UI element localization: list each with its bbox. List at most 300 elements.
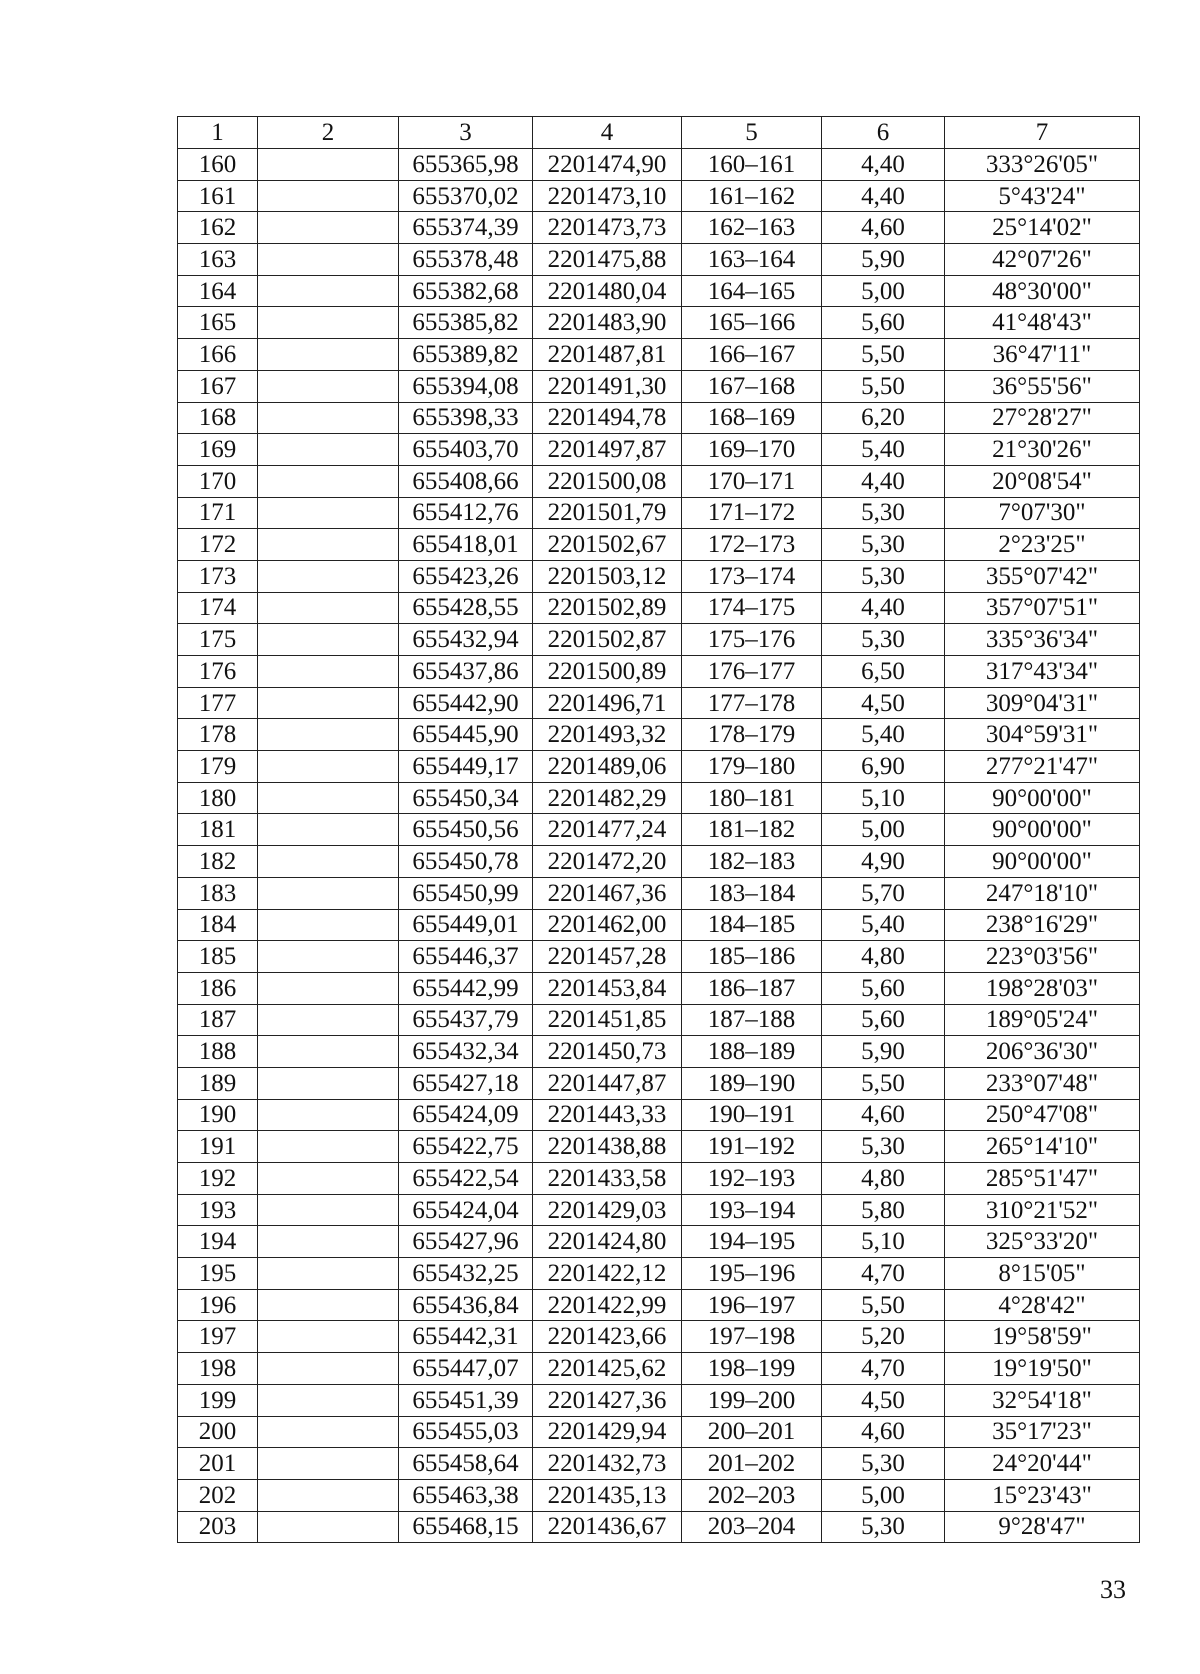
bearing-cell: 36°55'56" [945, 370, 1140, 402]
y-coordinate-cell: 2201427,36 [533, 1384, 682, 1416]
blank-cell-cell [258, 1131, 399, 1163]
table-row [178, 1194, 1140, 1226]
y-coordinate-cell: 2201435,13 [533, 1479, 682, 1511]
segment-cell: 186–187 [682, 972, 822, 1004]
length-cell: 5,30 [822, 1131, 945, 1163]
point-number-cell: 183 [178, 877, 258, 909]
y-coordinate-cell: 2201438,88 [533, 1131, 682, 1163]
table-row [178, 1131, 1140, 1163]
blank-cell-cell [258, 560, 399, 592]
table-row [178, 846, 1140, 878]
table-row [178, 434, 1140, 466]
x-coordinate-cell: 655403,70 [399, 434, 533, 466]
length-cell: 5,00 [822, 1479, 945, 1511]
y-coordinate-cell: 2201482,29 [533, 782, 682, 814]
x-coordinate-cell: 655450,99 [399, 877, 533, 909]
length-cell: 5,60 [822, 1004, 945, 1036]
length-cell: 5,90 [822, 1036, 945, 1068]
segment-cell: 182–183 [682, 846, 822, 878]
blank-cell-cell [258, 149, 399, 181]
x-coordinate-cell: 655389,82 [399, 339, 533, 371]
column-header-5: 5 [682, 117, 822, 149]
y-coordinate-cell: 2201424,80 [533, 1226, 682, 1258]
blank-cell-cell [258, 180, 399, 212]
bearing-cell: 9°28'47" [945, 1511, 1140, 1543]
length-cell: 4,80 [822, 1163, 945, 1195]
bearing-cell: 42°07'26" [945, 244, 1140, 276]
segment-cell: 183–184 [682, 877, 822, 909]
x-coordinate-cell: 655446,37 [399, 941, 533, 973]
table-row [178, 370, 1140, 402]
y-coordinate-cell: 2201432,73 [533, 1448, 682, 1480]
blank-cell-cell [258, 592, 399, 624]
page-number: 33 [1100, 1575, 1126, 1604]
segment-cell: 176–177 [682, 656, 822, 688]
length-cell: 4,60 [822, 1416, 945, 1448]
point-number-cell: 197 [178, 1321, 258, 1353]
bearing-cell: 7°07'30" [945, 497, 1140, 529]
point-number-cell: 163 [178, 244, 258, 276]
segment-cell: 162–163 [682, 212, 822, 244]
x-coordinate-cell: 655442,99 [399, 972, 533, 1004]
bearing-cell: 20°08'54" [945, 465, 1140, 497]
y-coordinate-cell: 2201500,08 [533, 465, 682, 497]
bearing-cell: 25°14'02" [945, 212, 1140, 244]
bearing-cell: 355°07'42" [945, 560, 1140, 592]
y-coordinate-cell: 2201491,30 [533, 370, 682, 402]
point-number-cell: 193 [178, 1194, 258, 1226]
table-row [178, 909, 1140, 941]
x-coordinate-cell: 655370,02 [399, 180, 533, 212]
point-number-cell: 169 [178, 434, 258, 466]
y-coordinate-cell: 2201502,89 [533, 592, 682, 624]
segment-cell: 179–180 [682, 751, 822, 783]
segment-cell: 191–192 [682, 1131, 822, 1163]
table-row [178, 149, 1140, 181]
blank-cell-cell [258, 1416, 399, 1448]
segment-cell: 166–167 [682, 339, 822, 371]
y-coordinate-cell: 2201496,71 [533, 687, 682, 719]
bearing-cell: 15°23'43" [945, 1479, 1140, 1511]
segment-cell: 199–200 [682, 1384, 822, 1416]
bearing-cell: 5°43'24" [945, 180, 1140, 212]
table-row [178, 592, 1140, 624]
y-coordinate-cell: 2201474,90 [533, 149, 682, 181]
blank-cell-cell [258, 909, 399, 941]
x-coordinate-cell: 655418,01 [399, 529, 533, 561]
point-number-cell: 185 [178, 941, 258, 973]
y-coordinate-cell: 2201422,99 [533, 1289, 682, 1321]
table-row [178, 180, 1140, 212]
blank-cell-cell [258, 624, 399, 656]
point-number-cell: 172 [178, 529, 258, 561]
bearing-cell: 48°30'00" [945, 275, 1140, 307]
segment-cell: 198–199 [682, 1353, 822, 1385]
table-row [178, 560, 1140, 592]
blank-cell-cell [258, 212, 399, 244]
bearing-cell: 265°14'10" [945, 1131, 1140, 1163]
segment-cell: 177–178 [682, 687, 822, 719]
table-row [178, 1036, 1140, 1068]
x-coordinate-cell: 655428,55 [399, 592, 533, 624]
point-number-cell: 171 [178, 497, 258, 529]
y-coordinate-cell: 2201502,87 [533, 624, 682, 656]
y-coordinate-cell: 2201462,00 [533, 909, 682, 941]
point-number-cell: 167 [178, 370, 258, 402]
y-coordinate-cell: 2201503,12 [533, 560, 682, 592]
blank-cell-cell [258, 529, 399, 561]
table-row [178, 275, 1140, 307]
length-cell: 4,40 [822, 465, 945, 497]
point-number-cell: 182 [178, 846, 258, 878]
table-row [178, 1258, 1140, 1290]
segment-cell: 175–176 [682, 624, 822, 656]
table-row [178, 624, 1140, 656]
table-header [178, 117, 1140, 149]
point-number-cell: 184 [178, 909, 258, 941]
segment-cell: 188–189 [682, 1036, 822, 1068]
x-coordinate-cell: 655422,54 [399, 1163, 533, 1195]
length-cell: 4,40 [822, 149, 945, 181]
length-cell: 6,90 [822, 751, 945, 783]
x-coordinate-cell: 655449,01 [399, 909, 533, 941]
point-number-cell: 189 [178, 1067, 258, 1099]
bearing-cell: 189°05'24" [945, 1004, 1140, 1036]
y-coordinate-cell: 2201494,78 [533, 402, 682, 434]
bearing-cell: 325°33'20" [945, 1226, 1140, 1258]
point-number-cell: 194 [178, 1226, 258, 1258]
segment-cell: 170–171 [682, 465, 822, 497]
table-row [178, 782, 1140, 814]
length-cell: 5,60 [822, 972, 945, 1004]
blank-cell-cell [258, 1511, 399, 1543]
segment-cell: 171–172 [682, 497, 822, 529]
segment-cell: 197–198 [682, 1321, 822, 1353]
blank-cell-cell [258, 1099, 399, 1131]
column-header-7: 7 [945, 117, 1140, 149]
x-coordinate-cell: 655427,18 [399, 1067, 533, 1099]
bearing-cell: 90°00'00" [945, 814, 1140, 846]
bearing-cell: 24°20'44" [945, 1448, 1140, 1480]
length-cell: 5,70 [822, 877, 945, 909]
table-row [178, 529, 1140, 561]
x-coordinate-cell: 655458,64 [399, 1448, 533, 1480]
bearing-cell: 333°26'05" [945, 149, 1140, 181]
table-row [178, 941, 1140, 973]
length-cell: 4,60 [822, 1099, 945, 1131]
x-coordinate-cell: 655427,96 [399, 1226, 533, 1258]
y-coordinate-cell: 2201473,10 [533, 180, 682, 212]
blank-cell-cell [258, 402, 399, 434]
blank-cell-cell [258, 434, 399, 466]
x-coordinate-cell: 655432,25 [399, 1258, 533, 1290]
length-cell: 4,50 [822, 1384, 945, 1416]
length-cell: 4,40 [822, 592, 945, 624]
coordinates-table [177, 116, 1140, 1543]
x-coordinate-cell: 655451,39 [399, 1384, 533, 1416]
segment-cell: 193–194 [682, 1194, 822, 1226]
segment-cell: 164–165 [682, 275, 822, 307]
blank-cell-cell [258, 1194, 399, 1226]
bearing-cell: 285°51'47" [945, 1163, 1140, 1195]
bearing-cell: 8°15'05" [945, 1258, 1140, 1290]
table-row [178, 1067, 1140, 1099]
table-row [178, 814, 1140, 846]
table-row [178, 1004, 1140, 1036]
bearing-cell: 317°43'34" [945, 656, 1140, 688]
x-coordinate-cell: 655378,48 [399, 244, 533, 276]
y-coordinate-cell: 2201436,67 [533, 1511, 682, 1543]
bearing-cell: 206°36'30" [945, 1036, 1140, 1068]
y-coordinate-cell: 2201429,94 [533, 1416, 682, 1448]
x-coordinate-cell: 655424,04 [399, 1194, 533, 1226]
blank-cell-cell [258, 877, 399, 909]
point-number-cell: 177 [178, 687, 258, 719]
length-cell: 5,00 [822, 275, 945, 307]
column-header-1: 1 [178, 117, 258, 149]
column-header-4: 4 [533, 117, 682, 149]
table-row [178, 687, 1140, 719]
table-row [178, 1163, 1140, 1195]
length-cell: 6,50 [822, 656, 945, 688]
segment-cell: 178–179 [682, 719, 822, 751]
table-row [178, 339, 1140, 371]
bearing-cell: 277°21'47" [945, 751, 1140, 783]
point-number-cell: 164 [178, 275, 258, 307]
point-number-cell: 186 [178, 972, 258, 1004]
x-coordinate-cell: 655445,90 [399, 719, 533, 751]
x-coordinate-cell: 655449,17 [399, 751, 533, 783]
table-row [178, 244, 1140, 276]
y-coordinate-cell: 2201500,89 [533, 656, 682, 688]
y-coordinate-cell: 2201425,62 [533, 1353, 682, 1385]
segment-cell: 173–174 [682, 560, 822, 592]
point-number-cell: 162 [178, 212, 258, 244]
point-number-cell: 165 [178, 307, 258, 339]
point-number-cell: 181 [178, 814, 258, 846]
point-number-cell: 201 [178, 1448, 258, 1480]
table-row [178, 1511, 1140, 1543]
y-coordinate-cell: 2201429,03 [533, 1194, 682, 1226]
table-row [178, 1448, 1140, 1480]
blank-cell-cell [258, 307, 399, 339]
point-number-cell: 198 [178, 1353, 258, 1385]
length-cell: 5,90 [822, 244, 945, 276]
x-coordinate-cell: 655382,68 [399, 275, 533, 307]
y-coordinate-cell: 2201451,85 [533, 1004, 682, 1036]
x-coordinate-cell: 655398,33 [399, 402, 533, 434]
bearing-cell: 21°30'26" [945, 434, 1140, 466]
table-row [178, 719, 1140, 751]
bearing-cell: 19°58'59" [945, 1321, 1140, 1353]
y-coordinate-cell: 2201475,88 [533, 244, 682, 276]
blank-cell-cell [258, 687, 399, 719]
length-cell: 5,30 [822, 497, 945, 529]
point-number-cell: 192 [178, 1163, 258, 1195]
x-coordinate-cell: 655374,39 [399, 212, 533, 244]
blank-cell-cell [258, 656, 399, 688]
x-coordinate-cell: 655385,82 [399, 307, 533, 339]
point-number-cell: 203 [178, 1511, 258, 1543]
blank-cell-cell [258, 972, 399, 1004]
table-row [178, 972, 1140, 1004]
table-row [178, 1099, 1140, 1131]
blank-cell-cell [258, 1067, 399, 1099]
x-coordinate-cell: 655412,76 [399, 497, 533, 529]
blank-cell-cell [258, 1258, 399, 1290]
table-row [178, 1289, 1140, 1321]
segment-cell: 184–185 [682, 909, 822, 941]
x-coordinate-cell: 655424,09 [399, 1099, 533, 1131]
x-coordinate-cell: 655365,98 [399, 149, 533, 181]
y-coordinate-cell: 2201472,20 [533, 846, 682, 878]
length-cell: 5,20 [822, 1321, 945, 1353]
table-row [178, 1226, 1140, 1258]
segment-cell: 174–175 [682, 592, 822, 624]
length-cell: 5,40 [822, 719, 945, 751]
segment-cell: 202–203 [682, 1479, 822, 1511]
bearing-cell: 250°47'08" [945, 1099, 1140, 1131]
blank-cell-cell [258, 846, 399, 878]
bearing-cell: 304°59'31" [945, 719, 1140, 751]
point-number-cell: 160 [178, 149, 258, 181]
y-coordinate-cell: 2201502,67 [533, 529, 682, 561]
point-number-cell: 190 [178, 1099, 258, 1131]
bearing-cell: 27°28'27" [945, 402, 1140, 434]
blank-cell-cell [258, 275, 399, 307]
segment-cell: 190–191 [682, 1099, 822, 1131]
segment-cell: 192–193 [682, 1163, 822, 1195]
blank-cell-cell [258, 751, 399, 783]
length-cell: 6,20 [822, 402, 945, 434]
segment-cell: 163–164 [682, 244, 822, 276]
segment-cell: 167–168 [682, 370, 822, 402]
length-cell: 4,70 [822, 1258, 945, 1290]
point-number-cell: 196 [178, 1289, 258, 1321]
y-coordinate-cell: 2201433,58 [533, 1163, 682, 1195]
bearing-cell: 4°28'42" [945, 1289, 1140, 1321]
length-cell: 5,50 [822, 370, 945, 402]
segment-cell: 187–188 [682, 1004, 822, 1036]
y-coordinate-cell: 2201473,73 [533, 212, 682, 244]
x-coordinate-cell: 655455,03 [399, 1416, 533, 1448]
y-coordinate-cell: 2201497,87 [533, 434, 682, 466]
table-row [178, 1384, 1140, 1416]
segment-cell: 165–166 [682, 307, 822, 339]
blank-cell-cell [258, 941, 399, 973]
table-row [178, 497, 1140, 529]
blank-cell-cell [258, 1289, 399, 1321]
y-coordinate-cell: 2201447,87 [533, 1067, 682, 1099]
bearing-cell: 335°36'34" [945, 624, 1140, 656]
blank-cell-cell [258, 1004, 399, 1036]
x-coordinate-cell: 655437,86 [399, 656, 533, 688]
bearing-cell: 223°03'56" [945, 941, 1140, 973]
y-coordinate-cell: 2201493,32 [533, 719, 682, 751]
bearing-cell: 35°17'23" [945, 1416, 1140, 1448]
y-coordinate-cell: 2201487,81 [533, 339, 682, 371]
blank-cell-cell [258, 1448, 399, 1480]
blank-cell-cell [258, 782, 399, 814]
column-header-3: 3 [399, 117, 533, 149]
length-cell: 4,70 [822, 1353, 945, 1385]
bearing-cell: 357°07'51" [945, 592, 1140, 624]
y-coordinate-cell: 2201443,33 [533, 1099, 682, 1131]
blank-cell-cell [258, 1226, 399, 1258]
y-coordinate-cell: 2201457,28 [533, 941, 682, 973]
point-number-cell: 202 [178, 1479, 258, 1511]
y-coordinate-cell: 2201477,24 [533, 814, 682, 846]
length-cell: 5,40 [822, 434, 945, 466]
point-number-cell: 170 [178, 465, 258, 497]
segment-cell: 201–202 [682, 1448, 822, 1480]
blank-cell-cell [258, 1479, 399, 1511]
bearing-cell: 247°18'10" [945, 877, 1140, 909]
blank-cell-cell [258, 1353, 399, 1385]
table-row [178, 1479, 1140, 1511]
bearing-cell: 2°23'25" [945, 529, 1140, 561]
bearing-cell: 309°04'31" [945, 687, 1140, 719]
y-coordinate-cell: 2201480,04 [533, 275, 682, 307]
point-number-cell: 188 [178, 1036, 258, 1068]
segment-cell: 185–186 [682, 941, 822, 973]
blank-cell-cell [258, 814, 399, 846]
segment-cell: 200–201 [682, 1416, 822, 1448]
length-cell: 5,10 [822, 782, 945, 814]
table-row [178, 656, 1140, 688]
length-cell: 4,40 [822, 180, 945, 212]
blank-cell-cell [258, 339, 399, 371]
segment-cell: 161–162 [682, 180, 822, 212]
point-number-cell: 174 [178, 592, 258, 624]
point-number-cell: 168 [178, 402, 258, 434]
length-cell: 5,60 [822, 307, 945, 339]
bearing-cell: 41°48'43" [945, 307, 1140, 339]
length-cell: 5,30 [822, 624, 945, 656]
blank-cell-cell [258, 1321, 399, 1353]
segment-cell: 160–161 [682, 149, 822, 181]
segment-cell: 180–181 [682, 782, 822, 814]
x-coordinate-cell: 655437,79 [399, 1004, 533, 1036]
y-coordinate-cell: 2201450,73 [533, 1036, 682, 1068]
bearing-cell: 90°00'00" [945, 782, 1140, 814]
point-number-cell: 161 [178, 180, 258, 212]
point-number-cell: 187 [178, 1004, 258, 1036]
point-number-cell: 195 [178, 1258, 258, 1290]
length-cell: 5,50 [822, 339, 945, 371]
point-number-cell: 180 [178, 782, 258, 814]
table-row [178, 1416, 1140, 1448]
bearing-cell: 19°19'50" [945, 1353, 1140, 1385]
x-coordinate-cell: 655394,08 [399, 370, 533, 402]
y-coordinate-cell: 2201453,84 [533, 972, 682, 1004]
segment-cell: 195–196 [682, 1258, 822, 1290]
bearing-cell: 233°07'48" [945, 1067, 1140, 1099]
table-row [178, 402, 1140, 434]
table-row [178, 465, 1140, 497]
table-row [178, 1353, 1140, 1385]
x-coordinate-cell: 655436,84 [399, 1289, 533, 1321]
column-header-2: 2 [258, 117, 399, 149]
y-coordinate-cell: 2201483,90 [533, 307, 682, 339]
blank-cell-cell [258, 1036, 399, 1068]
length-cell: 5,40 [822, 909, 945, 941]
x-coordinate-cell: 655450,34 [399, 782, 533, 814]
table-row [178, 212, 1140, 244]
length-cell: 4,80 [822, 941, 945, 973]
segment-cell: 181–182 [682, 814, 822, 846]
segment-cell: 169–170 [682, 434, 822, 466]
